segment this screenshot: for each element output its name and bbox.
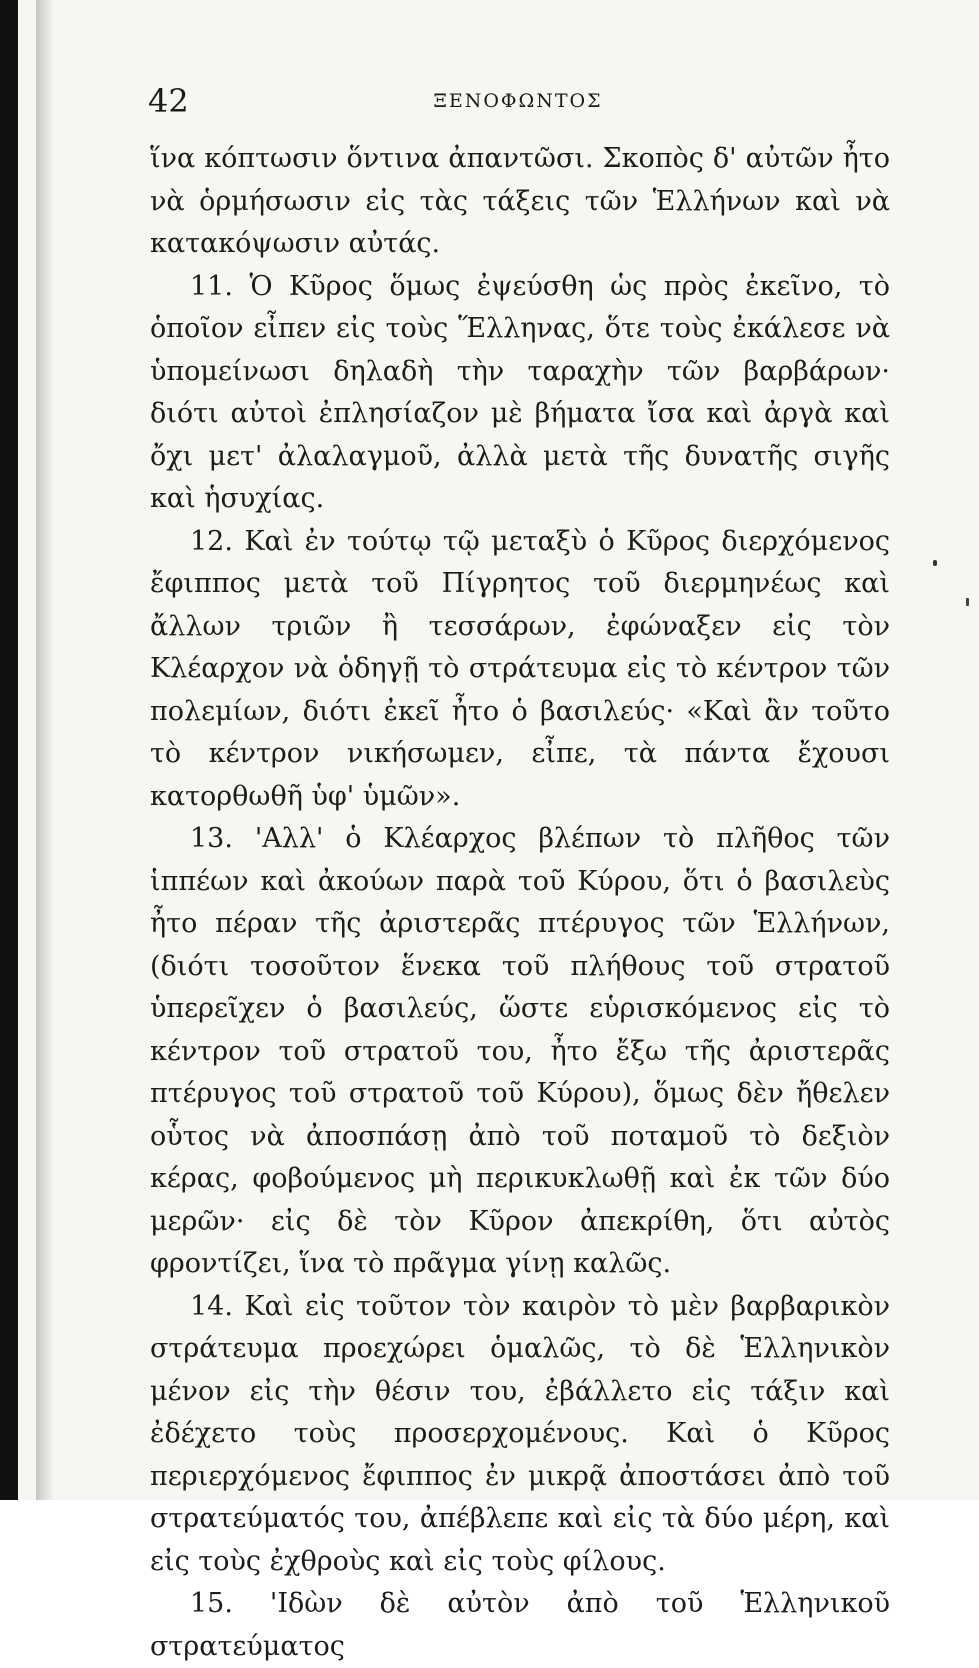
ink-speck bbox=[933, 560, 937, 566]
paragraph-text: Καὶ εἰς τοῦτον τὸν καιρὸν τὸ μὲν βαρβαρικὸν στράτευμα προεχώρει ὁμαλῶς, τὸ δὲ Ἑλληνικὸν μένον εἰς τὴν θέσιν του, ἐβάλλετο εἰς τάξιν καὶ ἐδέχετο τοὺς προσερχομένους. Καὶ ὁ Κῦρος περιερχόμενος ἔφιππος ἐν μικρᾷ ἀποστάσει ἀπὸ τοῦ στρατεύματός του, ἀπέβλεπε καὶ εἰς τὰ δύο μέρη, καὶ εἰς τοὺς ἐχθροὺς καὶ εἰς τοὺς φίλους. bbox=[150, 1290, 890, 1577]
paragraph-11 bbox=[150, 266, 890, 521]
ink-speck bbox=[966, 598, 969, 606]
paragraph-13 bbox=[150, 818, 890, 1286]
paragraph-number: 13. bbox=[190, 823, 233, 854]
paragraph-text: Καὶ ἐν τούτῳ τῷ μεταξὺ ὁ Κῦρος διερχόμενος ἔφιππος μετὰ τοῦ Πίγρητος τοῦ διερμηνέως καὶ ἄλλων τριῶν ἢ τεσσάρων, ἐφώναξεν εἰς τὸν Κλέαρχον νὰ ὁδηγῇ τὸ στράτευμα εἰς τὸ κέντρον τῶν πολεμίων, διότι ἐκεῖ ἦτο ὁ βασιλεύς· «Καὶ ἂν τοῦτο τὸ κέντρον νικήσωμεν, εἶπε, τὰ πάντα ἔχουσι κατορθωθῆ ὑφ' ὑμῶν». bbox=[150, 525, 890, 812]
paragraph-continuation bbox=[150, 138, 890, 266]
scan-shadow-edge bbox=[36, 0, 54, 1500]
paragraph-14 bbox=[150, 1286, 890, 1584]
paragraph-number: 11. bbox=[190, 270, 233, 302]
paragraph-text: 'Ιδὼν δὲ αὐτὸν ἀπὸ τοῦ Ἑλληνικοῦ στρατεύματος bbox=[150, 1588, 890, 1662]
paragraph-text: 'Αλλ' ὁ Κλέαρχος βλέπων τὸ πλῆθος τῶν ἱππέων καὶ ἀκούων παρὰ τοῦ Κύρου, ὅτι ὁ βασιλεὺς ἦτο πέραν τῆς ἀριστερᾶς πτέρυγος τῶν Ἑλλήνων, (διότι τοσοῦτον ἕνεκα τοῦ πλήθους τοῦ στρατοῦ ὑπερεῖχεν ὁ βασιλεύς, ὥστε εὑρισκόμενος εἰς τὸ κέντρον τοῦ στρατοῦ του, ἦτο ἔξω τῆς ἀριστερᾶς πτέρυγος τοῦ στρατοῦ τοῦ Κύρου), ὅμως δὲν ἤθελεν οὗτος νὰ ἀποσπάσῃ ἀπὸ τοῦ ποταμοῦ τὸ δεξιὸν κέρας, φοβούμενος μὴ περικυκλωθῇ καὶ ἐκ τῶν δύο μερῶν· εἰς δὲ τὸν Κῦρον ἀπεκρίθη, ὅτι αὐτὸς φροντίζει, ἵνα τὸ πρᾶγμα γίνῃ καλῶς. bbox=[150, 823, 890, 1279]
body-text bbox=[150, 138, 890, 1668]
paragraph-text: Ὁ Κῦρος ὅμως ἐψεύσθη ὡς πρὸς ἐκεῖνο, τὸ ὁποῖον εἶπεν εἰς τοὺς Ἕλληνας, ὅτε τοὺς ἐκάλεσε νὰ ὑπομείνωσι δηλαδὴ τὴν ταραχὴν τῶν βαρβάρων· διότι αὐτοὶ ἐπλησίαζον μὲ βήματα ἴσα καὶ ἀργὰ καὶ ὄχι μετ' ἀλαλαγμοῦ, ἀλλὰ μετὰ τῆς δυνατῆς σιγῆς καὶ ἡσυχίας. bbox=[150, 270, 890, 514]
paragraph-number: 15. bbox=[190, 1588, 233, 1619]
paragraph-15 bbox=[150, 1583, 890, 1668]
running-title: ΞΕΝΟΦΩΝΤΟΣ bbox=[433, 90, 603, 112]
paragraph-number: 12. bbox=[190, 525, 233, 557]
page-header bbox=[148, 82, 888, 122]
page-number: 42 bbox=[148, 82, 189, 120]
paragraph-number: 14. bbox=[190, 1290, 233, 1322]
paragraph-12 bbox=[150, 521, 890, 819]
paragraph-text: ἵνα κόπτωσιν ὅντινα ἀπαντῶσι. Σκοπὸς δ' αὐτῶν ἦτο νὰ ὁρμήσωσιν εἰς τὰς τάξεις τῶν Ἑλλήνων καὶ νὰ κατακόψωσιν αὐτάς. bbox=[150, 143, 890, 259]
